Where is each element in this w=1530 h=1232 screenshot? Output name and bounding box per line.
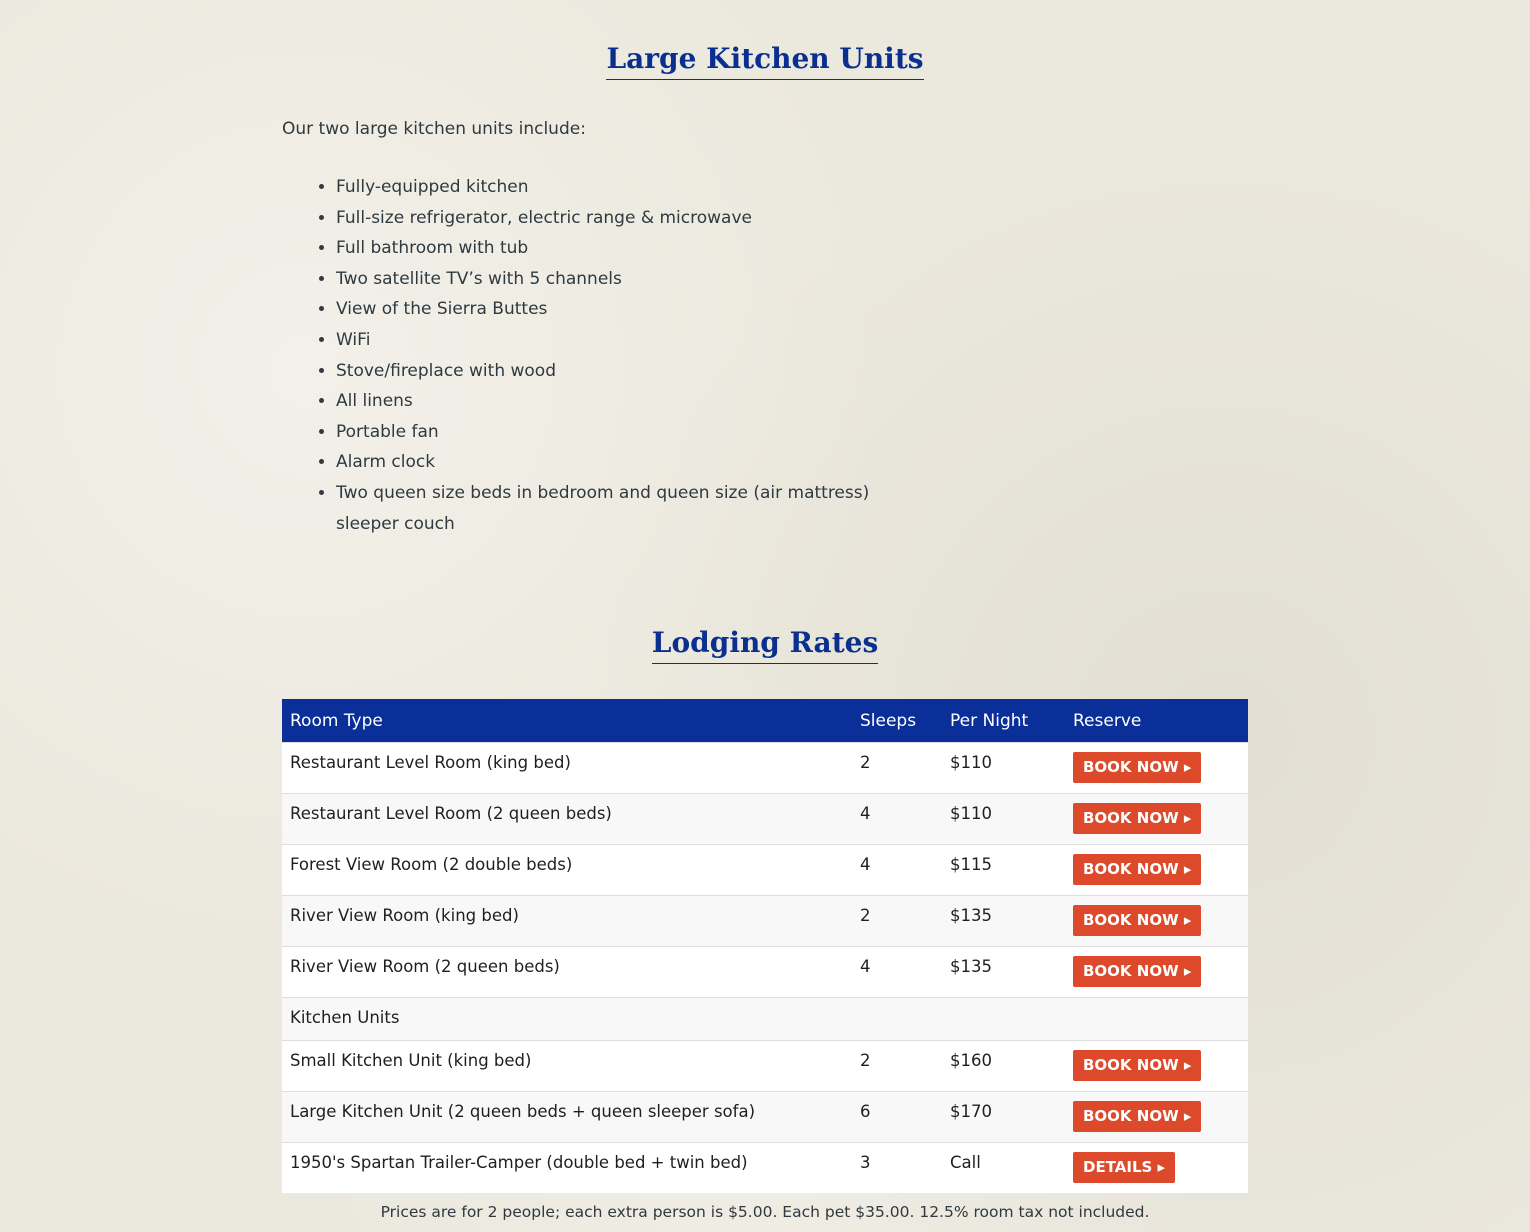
room-type-cell: Small Kitchen Unit (king bed) <box>282 1041 852 1092</box>
book-now-button[interactable]: BOOK NOW ▸ <box>1073 956 1201 987</box>
price-cell: $135 <box>942 896 1065 947</box>
header-reserve: Reserve <box>1065 699 1248 743</box>
book-now-button[interactable]: BOOK NOW ▸ <box>1073 1101 1201 1132</box>
table-row <box>282 896 1248 947</box>
reserve-cell <box>1065 794 1248 845</box>
feature-item: • Fully-equipped kitchen <box>336 172 896 203</box>
feature-item: • Two satellite TV’s with 5 channels <box>336 264 896 295</box>
table-header-row <box>282 699 1248 743</box>
reserve-cell <box>1065 1092 1248 1143</box>
reserve-cell <box>1065 896 1248 947</box>
sleeps-cell: 4 <box>852 947 942 998</box>
price-cell: $170 <box>942 1092 1065 1143</box>
sleeps-cell: 2 <box>852 896 942 947</box>
book-now-button[interactable]: BOOK NOW ▸ <box>1073 1050 1201 1081</box>
room-type-cell: 1950's Spartan Trailer-Camper (double bed + twin bed) <box>282 1143 852 1194</box>
price-cell: $110 <box>942 794 1065 845</box>
sleeps-cell: 6 <box>852 1092 942 1143</box>
header-sleeps: Sleeps <box>852 699 942 743</box>
feature-item: • Portable fan <box>336 417 896 448</box>
table-row <box>282 794 1248 845</box>
feature-item: • WiFi <box>336 325 896 356</box>
table-row <box>282 947 1248 998</box>
reserve-cell <box>1065 845 1248 896</box>
sleeps-cell: 4 <box>852 794 942 845</box>
sleeps-cell: 4 <box>852 845 942 896</box>
kitchen-features-list <box>282 172 896 539</box>
feature-item: • Full-size refrigerator, electric range & microwave <box>336 203 896 234</box>
group-label-kitchen-units: Kitchen Units <box>282 998 1248 1041</box>
header-room-type: Room Type <box>282 699 852 743</box>
feature-item: • Alarm clock <box>336 447 896 478</box>
pricing-note: Prices are for 2 people; each extra person is $5.00. Each pet $35.00. 12.5% room tax not included. <box>380 1203 1150 1221</box>
feature-item: • Stove/fireplace with wood <box>336 356 896 387</box>
room-type-cell: Forest View Room (2 double beds) <box>282 845 852 896</box>
reserve-cell <box>1065 743 1248 794</box>
lodging-rates-table <box>282 699 1248 1193</box>
room-type-cell: Restaurant Level Room (king bed) <box>282 743 852 794</box>
price-cell: Call <box>942 1143 1065 1194</box>
book-now-button[interactable]: BOOK NOW ▸ <box>1073 803 1201 834</box>
book-now-button[interactable]: BOOK NOW ▸ <box>1073 854 1201 885</box>
sleeps-cell: 2 <box>852 1041 942 1092</box>
details-button[interactable]: DETAILS ▸ <box>1073 1152 1175 1183</box>
price-cell: $115 <box>942 845 1065 896</box>
reserve-cell <box>1065 1041 1248 1092</box>
room-type-cell: Restaurant Level Room (2 queen beds) <box>282 794 852 845</box>
price-cell: $135 <box>942 947 1065 998</box>
kitchen-units-title-text: Large Kitchen Units <box>606 42 923 80</box>
table-row <box>282 1143 1248 1194</box>
feature-item: • Full bathroom with tub <box>336 233 896 264</box>
book-now-button[interactable]: BOOK NOW ▸ <box>1073 752 1201 783</box>
kitchen-units-title <box>282 42 1248 75</box>
feature-item: • Two queen size beds in bedroom and queen size (air mattress) sleeper couch <box>336 478 896 539</box>
sleeps-cell: 2 <box>852 743 942 794</box>
lodging-rates-title <box>282 626 1248 659</box>
price-cell: $110 <box>942 743 1065 794</box>
price-cell: $160 <box>942 1041 1065 1092</box>
table-row <box>282 845 1248 896</box>
room-type-cell: River View Room (2 queen beds) <box>282 947 852 998</box>
reserve-cell <box>1065 947 1248 998</box>
feature-item: • View of the Sierra Buttes <box>336 294 896 325</box>
room-type-cell: Large Kitchen Unit (2 queen beds + queen sleeper sofa) <box>282 1092 852 1143</box>
kitchen-intro: Our two large kitchen units include: <box>282 119 586 139</box>
lodging-rates-title-text: Lodging Rates <box>652 626 878 664</box>
table-row <box>282 743 1248 794</box>
book-now-button[interactable]: BOOK NOW ▸ <box>1073 905 1201 936</box>
sleeps-cell: 3 <box>852 1143 942 1194</box>
reserve-cell <box>1065 1143 1248 1194</box>
feature-item: • All linens <box>336 386 896 417</box>
header-per-night: Per Night <box>942 699 1065 743</box>
table-row <box>282 1041 1248 1092</box>
room-type-cell: River View Room (king bed) <box>282 896 852 947</box>
table-row <box>282 1092 1248 1143</box>
table-group-row <box>282 998 1248 1041</box>
